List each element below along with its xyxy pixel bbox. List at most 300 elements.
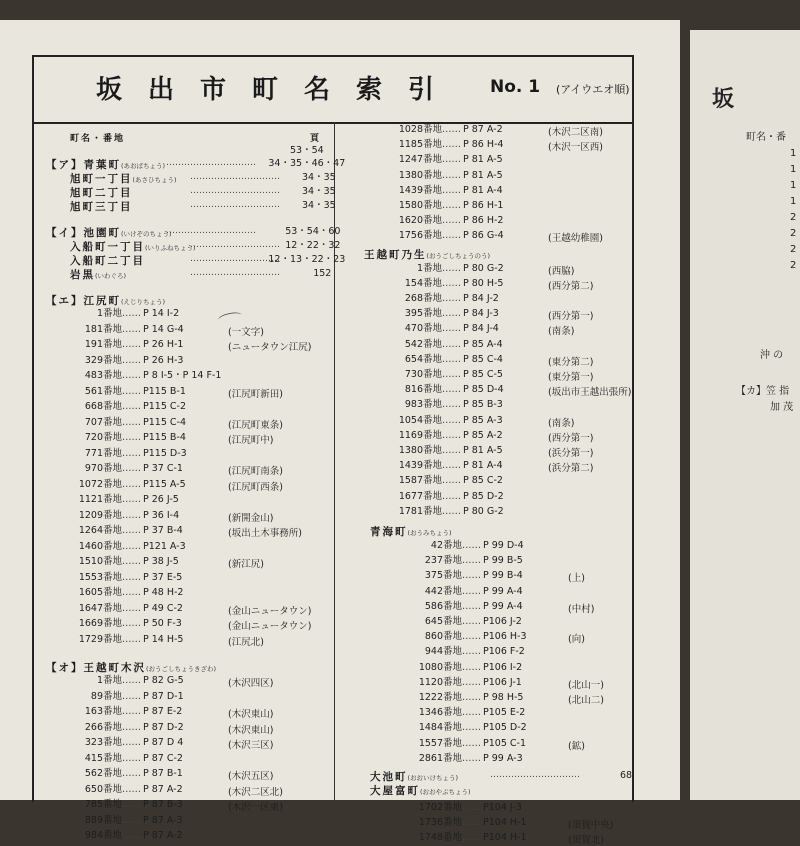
leader-dots: …… (122, 432, 141, 443)
map-reference: P 87 D-2 (143, 721, 184, 733)
lot-number: 645番地 (424, 616, 462, 627)
map-reference: P 85 C-5 (463, 369, 503, 380)
leader-dots: …… (462, 600, 481, 612)
town-pages: 12・13・22・23 (268, 254, 346, 265)
lot-number: 970番地 (84, 463, 122, 474)
place-note: (坂出市王越出張所) (548, 387, 632, 399)
lot-number: 442番地 (424, 585, 462, 597)
leader-dots: …… (122, 308, 141, 319)
place-note: (新開金山) (228, 512, 274, 524)
index-entry (398, 474, 503, 488)
map-reference: P 14 I-2 (143, 308, 180, 319)
index-entry (418, 539, 524, 553)
leader-dots: …… (122, 556, 141, 567)
lot-number: 860番地 (424, 631, 462, 643)
index-entry (398, 153, 503, 167)
lot-number: 1169番地 (398, 429, 442, 441)
lot-number: 1587番地 (398, 475, 442, 487)
leader-dots: …… (462, 661, 481, 673)
index-entry (78, 571, 182, 585)
lot-number: 1439番地 (398, 184, 442, 196)
leader-dots: ………………………… (190, 186, 280, 196)
leader-dots: …… (462, 752, 481, 764)
leader-dots: …… (442, 139, 461, 151)
map-reference: P 87 D-1 (143, 690, 184, 702)
index-entry (78, 555, 179, 569)
next-page-marker: 【カ】笠 指 (736, 386, 790, 397)
leader-dots: …… (442, 369, 461, 380)
map-reference: P 86 G-4 (463, 230, 504, 242)
leader-dots: …… (122, 830, 141, 841)
map-reference: P105 C-1 (483, 737, 526, 749)
place-note: (浜分第一) (548, 448, 594, 459)
lot-number: 1677番地 (398, 490, 442, 502)
place-note: (江尻町中) (228, 435, 274, 446)
leader-dots: …… (122, 706, 141, 717)
index-entry (418, 600, 523, 614)
place-note: (木沢一区西) (548, 142, 603, 154)
index-entry (398, 429, 503, 443)
town-heading (70, 185, 133, 200)
place-note: (新江尻) (228, 559, 264, 570)
leader-dots: …… (442, 460, 461, 472)
leader-dots: …… (122, 814, 141, 826)
leader-dots: …… (442, 277, 461, 289)
map-reference: P 85 A-3 (463, 414, 503, 426)
place-note: (金山ニュータウン) (228, 605, 312, 617)
index-entry (78, 736, 183, 750)
index-entry (78, 767, 183, 781)
column-label: 町名・番地 (70, 134, 126, 144)
next-page (690, 30, 800, 800)
lot-number: 785番地 (84, 799, 122, 810)
leader-dots: …… (122, 385, 141, 397)
index-entry (418, 801, 522, 815)
map-reference: P 80 H-5 (463, 277, 504, 289)
town-pages: 34・35 (302, 186, 336, 197)
place-note: (ニュータウン江尻) (228, 342, 312, 353)
leader-dots: …… (462, 737, 481, 749)
map-reference: P115 C-2 (143, 401, 186, 412)
index-entry (78, 540, 186, 554)
index-entry (418, 676, 522, 690)
leader-dots: …… (122, 370, 141, 381)
leader-dots: …… (442, 490, 461, 502)
index-entry (398, 383, 504, 397)
lot-number: 1185番地 (398, 139, 442, 151)
map-reference: P 37 E-5 (143, 571, 183, 583)
section-marker: 【エ】 (46, 295, 84, 307)
lot-number: 181番地 (84, 323, 122, 335)
map-reference: P 85 B-3 (463, 399, 503, 411)
leader-dots: …… (122, 354, 141, 366)
map-reference: P 99 B-4 (483, 570, 523, 582)
town-heading (364, 247, 490, 262)
index-entry (418, 630, 527, 644)
place-note: (東分第二) (548, 356, 594, 368)
index-entry (78, 674, 184, 688)
map-reference: P 86 H-1 (463, 200, 504, 211)
map-reference: P106 H-3 (483, 631, 527, 643)
index-entry (78, 385, 186, 399)
index-frame (32, 55, 634, 846)
map-reference: P 81 A-5 (463, 169, 503, 181)
lot-number: 1460番地 (78, 540, 122, 552)
town-pages: 34・35 (302, 200, 336, 211)
town-kana: (いわぐろ) (95, 272, 127, 280)
index-entry (398, 138, 503, 152)
town-kana: (あおばちょう) (121, 162, 166, 170)
section-marker: 【イ】 (46, 227, 84, 239)
place-note: (木沢四区) (228, 678, 274, 689)
map-reference: P 26 J-5 (143, 494, 179, 505)
lot-number: 415番地 (84, 752, 122, 764)
town-kana: (いりふねちょう) (145, 244, 196, 252)
map-reference: P106 F-2 (483, 646, 525, 658)
lot-number: 89番地 (90, 690, 122, 702)
index-entry (418, 615, 522, 629)
lot-number: 1054番地 (398, 414, 442, 426)
town-heading (46, 293, 165, 308)
leader-dots: …… (462, 722, 481, 734)
lot-number: 1748番地 (418, 832, 462, 844)
map-reference: P106 I-2 (483, 661, 523, 673)
next-page-number: 1 (790, 196, 797, 207)
place-note: (向) (568, 634, 585, 646)
lot-number: 1553番地 (78, 571, 122, 583)
leader-dots: …… (442, 200, 461, 211)
place-note: (須賀中央) (568, 820, 614, 832)
lot-number: 562番地 (84, 768, 122, 779)
map-reference: P115 B-1 (143, 385, 186, 397)
leader-dots: …… (462, 692, 481, 703)
map-reference: P121 A-3 (143, 540, 186, 552)
index-entry (418, 706, 525, 720)
leader-dots: …… (122, 799, 141, 810)
place-note: (浜分第二) (548, 463, 594, 475)
map-reference: P 99 A-3 (483, 752, 523, 764)
leader-dots: …… (122, 478, 141, 490)
map-reference: P 86 H-4 (463, 139, 504, 151)
map-reference: P 49 C-2 (143, 602, 183, 614)
leader-dots: …… (442, 353, 461, 365)
leader-dots: …… (122, 540, 141, 552)
leader-dots: …… (462, 540, 481, 551)
place-note: (王越幼稚園) (548, 233, 603, 245)
map-reference: P115 B-4 (143, 432, 186, 443)
next-page-title: 坂 (712, 86, 735, 112)
map-reference: P 85 D-4 (463, 384, 504, 396)
map-reference: P 37 B-4 (143, 525, 183, 536)
town-name: 青葉町 (83, 159, 121, 171)
map-reference: P115 A-5 (143, 478, 186, 490)
place-note: (中村) (568, 603, 595, 615)
town-name: 王越町木沢 (83, 662, 146, 674)
place-note: (西分第二) (548, 280, 594, 292)
place-note: (須賀北) (568, 835, 604, 846)
leader-dots: …… (122, 618, 141, 629)
lot-number: 1072番地 (78, 478, 122, 490)
map-reference: P 84 J-3 (463, 308, 499, 320)
next-page-number: 1 (790, 148, 797, 159)
map-reference: P 82 G-5 (143, 675, 184, 686)
map-reference: P115 D-3 (143, 447, 187, 459)
leader-dots: …… (462, 707, 481, 719)
map-reference: P106 J-1 (483, 676, 522, 688)
lot-number: 1番地 (96, 308, 122, 319)
index-entry (78, 431, 186, 445)
index-entry (78, 524, 183, 538)
page-title: 坂出市町名索引 (96, 75, 461, 105)
map-reference: P 87 A-2 (143, 830, 183, 841)
leader-dots: …… (122, 401, 141, 412)
lot-number: 1781番地 (398, 505, 442, 517)
index-entry (78, 829, 183, 843)
lot-number: 586番地 (424, 600, 462, 612)
map-reference: P 85 A-4 (463, 338, 503, 350)
map-reference: P 50 F-3 (143, 618, 182, 629)
next-page-number: 2 (790, 260, 797, 271)
town-name: 旭町三丁目 (70, 201, 133, 213)
leader-dots: …… (122, 587, 141, 598)
leader-dots: …… (442, 293, 461, 304)
lot-number: 1380番地 (398, 445, 442, 456)
index-entry (78, 602, 183, 616)
leader-dots: ………………………… (166, 226, 256, 236)
lot-number: 1380番地 (398, 169, 442, 181)
leader-dots: …… (462, 832, 481, 844)
index-entry (418, 569, 523, 583)
leader-dots: …… (462, 676, 481, 688)
index-entry (78, 338, 183, 352)
index-entry (398, 307, 499, 321)
lot-number: 1736番地 (418, 817, 462, 829)
place-note: (金山ニュータウン) (228, 621, 312, 632)
lot-number: 483番地 (84, 370, 122, 381)
place-note: (木沢五区) (228, 771, 274, 782)
leader-dots: ………………………… (166, 158, 256, 168)
lot-number: 650番地 (84, 783, 122, 795)
town-heading (46, 225, 172, 240)
place-note: (一文字) (228, 326, 264, 338)
index-entry (398, 322, 499, 336)
lot-number: 237番地 (424, 555, 462, 567)
place-note: (木沢東山) (228, 724, 274, 736)
lot-number: 1028番地 (398, 124, 442, 135)
lot-number: 42番地 (430, 540, 462, 551)
place-note: (坂出土木事務所) (228, 528, 302, 539)
leader-dots: ………………………… (190, 172, 280, 182)
index-entry (398, 262, 504, 276)
place-note: (上) (568, 573, 585, 585)
lot-number: 1番地 (96, 675, 122, 686)
place-note: (北山一) (568, 679, 604, 691)
place-note: (西分第一) (548, 311, 594, 323)
leader-dots: ………………………… (190, 200, 280, 210)
leader-dots: …… (122, 447, 141, 459)
index-entry (78, 447, 187, 461)
index-entry (78, 633, 183, 647)
lot-number: 268番地 (404, 293, 442, 304)
column-divider (334, 122, 335, 802)
leader-dots: ………………………… (190, 240, 280, 250)
leader-dots: …… (442, 308, 461, 320)
leader-dots: …… (122, 463, 141, 474)
map-reference: P 87 A-2 (143, 783, 183, 795)
map-reference: P104 H-1 (483, 817, 527, 829)
town-heading (370, 769, 458, 784)
lot-number: 984番地 (84, 830, 122, 841)
leader-dots: …… (442, 215, 461, 227)
lot-number: 561番地 (84, 385, 122, 397)
place-note: (江尻北) (228, 636, 264, 648)
leader-dots: …… (462, 555, 481, 567)
town-kana: (おうごしちょうきざわ) (146, 665, 217, 673)
place-note: (江尻町新田) (228, 388, 283, 400)
index-entry (78, 369, 221, 383)
lot-number: 1620番地 (398, 215, 442, 227)
lot-number: 1510番地 (78, 556, 122, 567)
index-entry (418, 752, 523, 766)
index-entry (78, 416, 186, 430)
lot-number: 1080番地 (418, 661, 462, 673)
place-note: (木沢一区東) (228, 802, 283, 813)
leader-dots: …… (122, 783, 141, 795)
map-reference: P104 H-1 (483, 832, 527, 844)
town-name: 江尻町 (83, 295, 121, 307)
leader-dots: …… (122, 721, 141, 733)
leader-dots: …… (122, 675, 141, 686)
index-entry (418, 661, 522, 675)
town-name: 池園町 (83, 227, 121, 239)
town-heading (46, 157, 165, 172)
index-entry (78, 752, 183, 766)
map-reference: P 87 A-2 (463, 124, 503, 135)
town-pages: 152 (313, 268, 332, 279)
index-entry (78, 814, 183, 828)
map-reference: P115 C-4 (143, 416, 186, 428)
town-name: 青海町 (370, 526, 408, 538)
town-kana: (いけぞのちょう) (121, 230, 172, 238)
town-name: 旭町二丁目 (70, 187, 133, 199)
leader-dots: …… (442, 505, 461, 517)
map-reference: P 85 A-2 (463, 429, 503, 441)
town-name: 入船町二丁目 (70, 255, 145, 267)
map-reference: P 86 H-2 (463, 215, 504, 227)
lot-number: 154番地 (404, 277, 442, 289)
lot-number: 1247番地 (398, 154, 442, 166)
map-reference: P 80 G-2 (463, 262, 504, 274)
map-reference: P 99 A-4 (483, 600, 523, 612)
index-entry (398, 398, 503, 412)
page-number: No. 1 (490, 77, 541, 97)
town-kana: (あさひちょう) (132, 176, 177, 184)
map-reference: P 81 A-5 (463, 445, 503, 456)
town-heading (70, 171, 177, 186)
index-entry (398, 169, 503, 183)
town-pages: 53・54・60 (285, 226, 341, 237)
page-column-label: 頁 (310, 134, 322, 144)
place-note: (木沢三区) (228, 740, 274, 751)
leader-dots: ………………………… (190, 254, 280, 264)
index-entry (418, 831, 527, 845)
lot-number: 1756番地 (398, 230, 442, 242)
town-name: 大屋富町 (370, 785, 420, 797)
map-reference: P105 E-2 (483, 707, 526, 719)
section-marker: 【ア】 (46, 159, 84, 171)
leader-dots: …… (442, 154, 461, 166)
index-entry (418, 645, 525, 659)
town-name: 岩黒 (70, 269, 95, 281)
leader-dots: …… (442, 262, 461, 274)
lot-number: 1557番地 (418, 737, 462, 749)
map-reference: P 87 C-2 (143, 752, 183, 764)
index-entry (418, 554, 523, 568)
lot-number: 771番地 (84, 447, 122, 459)
index-entry (398, 505, 504, 519)
index-entry (78, 400, 186, 414)
map-reference: P 8 I-5・P 14 F-1 (143, 370, 222, 381)
town-kana: (おうみちょう) (407, 529, 452, 537)
place-note: (木沢東山) (228, 709, 274, 720)
town-kana: (おおやぶちょう) (420, 788, 471, 796)
leader-dots: …… (122, 768, 141, 779)
leader-dots: …… (122, 494, 141, 505)
leader-dots: …… (462, 570, 481, 582)
leader-dots: …… (442, 124, 461, 135)
index-entry (398, 490, 504, 504)
lot-number: 1729番地 (78, 633, 122, 645)
next-page-label: 町名・番 (746, 132, 786, 143)
leader-dots: ………………………… (490, 770, 580, 780)
leader-dots: …… (442, 384, 461, 396)
next-page-number: 1 (790, 164, 797, 175)
index-entry (78, 509, 179, 523)
map-reference: P 84 J-4 (463, 323, 499, 335)
index-entry (418, 691, 523, 705)
index-entry (78, 721, 184, 735)
lot-number: 707番地 (84, 416, 122, 428)
lot-number: 1121番地 (78, 494, 122, 505)
town-heading (70, 253, 145, 268)
lot-number: 542番地 (404, 338, 442, 350)
map-reference: P 26 H-1 (143, 339, 184, 350)
index-entry (78, 462, 183, 476)
next-page-number: 2 (790, 244, 797, 255)
top-pages: 53・54 (290, 145, 324, 156)
town-pages: 34・35 (302, 172, 336, 183)
lot-number: 1209番地 (78, 509, 122, 521)
lot-number: 329番地 (84, 354, 122, 366)
town-name: 大池町 (370, 771, 408, 783)
index-entry (398, 292, 499, 306)
leader-dots: …… (462, 817, 481, 829)
map-reference: P 81 A-5 (463, 154, 503, 166)
index-entry (398, 459, 503, 473)
map-reference: P 81 A-4 (463, 460, 503, 472)
index-entry (78, 478, 186, 492)
leader-dots: …… (442, 230, 461, 242)
place-note: (西分第一) (548, 432, 594, 444)
map-reference: P 98 H-5 (483, 692, 524, 703)
map-reference: P 48 H-2 (143, 587, 184, 598)
lot-number: 323番地 (84, 737, 122, 748)
place-note: (江尻町東条) (228, 419, 283, 431)
index-entry (398, 199, 503, 213)
sort-order-label: (アイウエオ順) (556, 83, 630, 96)
leader-dots: …… (122, 737, 141, 748)
place-note: (南条) (548, 417, 575, 429)
